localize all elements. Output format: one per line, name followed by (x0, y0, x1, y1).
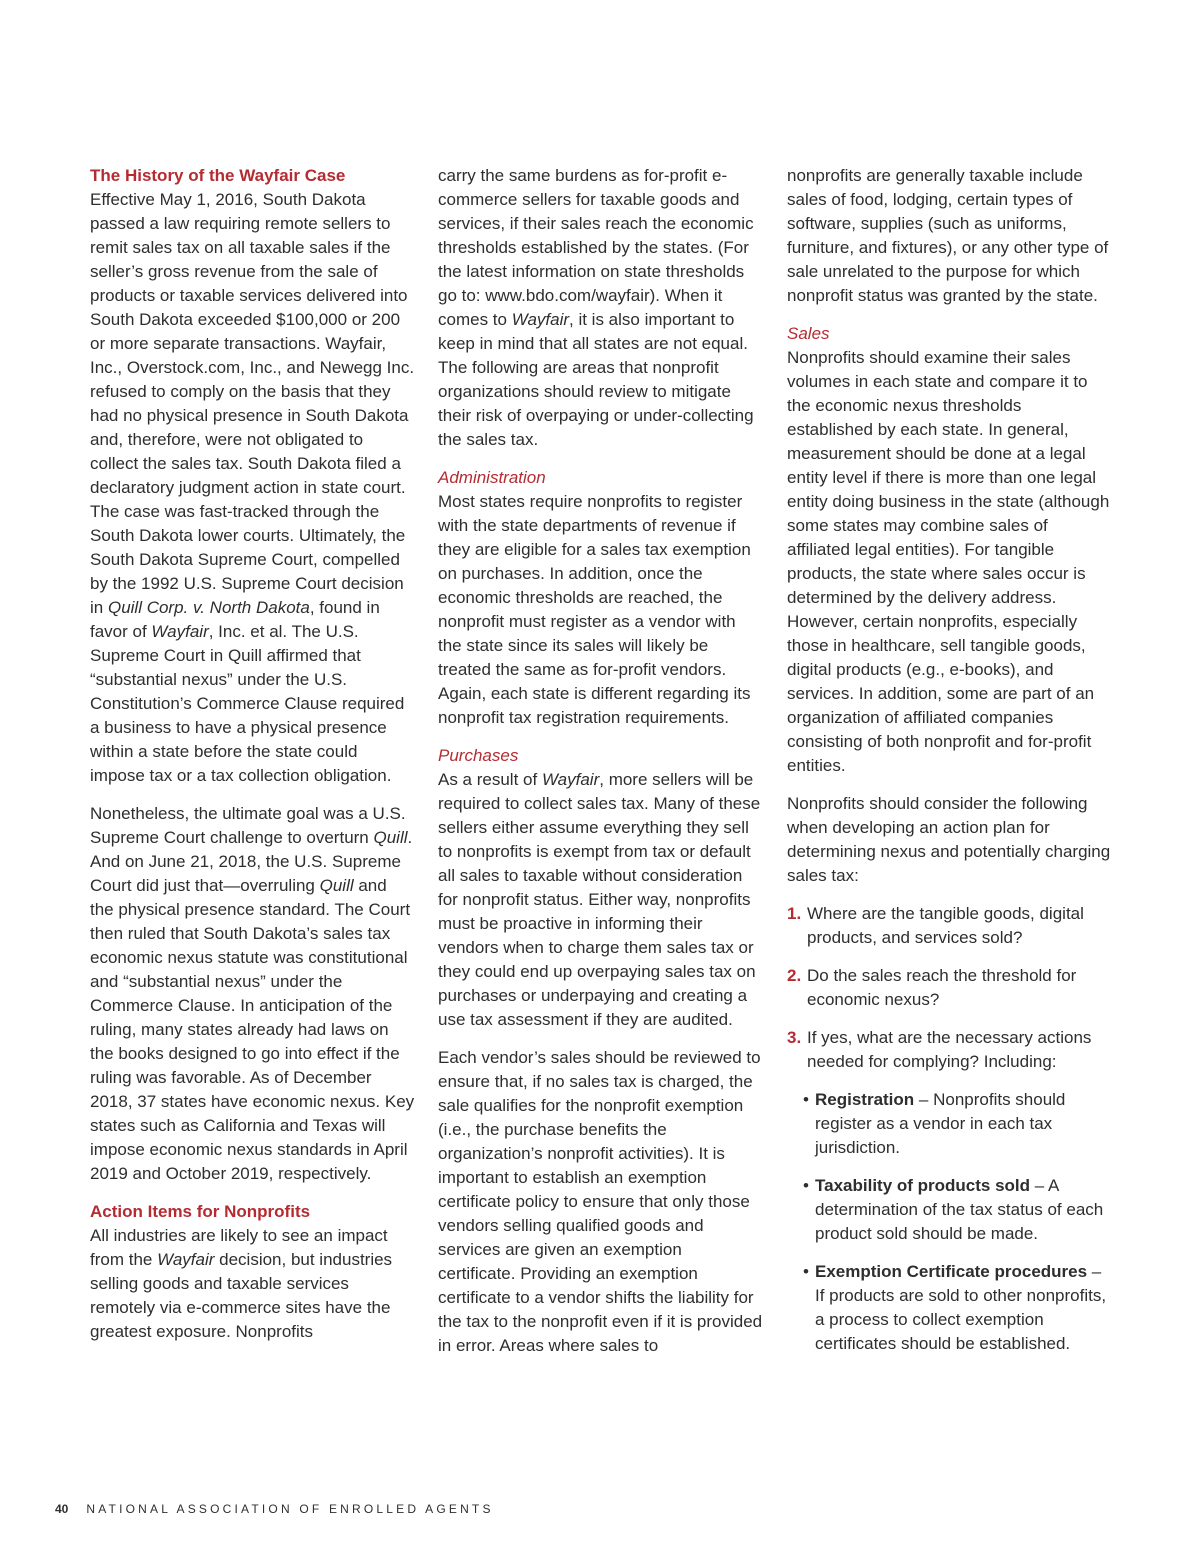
sales-paragraph: Nonprofits should examine their sales volumes in each state and compare it to the economic nexus thresholds established by each state. In general, measurement should be done at a legal entity level if there is more than one legal entity doing business in the state (although some states may combine sales of affiliated legal entities). For tangible products, the state where sales occur is determined by the delivery address. However, certain nonprofits, especially those in healthcare, sell tangible goods, digital products (e.g., e-books), and services. In addition, some are part of an organization of affiliated companies consisting of both nonprofit and for-profit entities. (787, 348, 1110, 775)
page-number: 40 (55, 1502, 69, 1516)
publication-name: NATIONAL ASSOCIATION OF ENROLLED AGENTS (86, 1502, 494, 1516)
section-heading-action-items: Action Items for Nonprofits (90, 1202, 311, 1221)
history-paragraph-2: Nonetheless, the ultimate goal was a U.S. Supreme Court challenge to overturn Quill. And on June 21, 2018, the U.S. Supreme Court did just that—overruling Quill and the physical presence standard. The Court then ruled that South Dakota’s sales tax economic nexus statute was constitutional and “substantial nexus” under the Commerce Clause. In anticipation of the ruling, many states already had laws on the books designed to go into effect if the ruling was favorable. As of December 2018, 37 states have economic nexus. Key states such as California and Texas will impose economic nexus standards in April 2019 and October 2019, respectively. (90, 804, 415, 1183)
item-text: Do the sales reach the threshold for economic nexus? (807, 966, 1077, 1009)
item-number: 2. (787, 966, 802, 985)
bullet-item (787, 1260, 1112, 1356)
vendor-sales-paragraph: Each vendor’s sales should be reviewed to ensure that, if no sales tax is charged, the sale qualifies for the nonprofit exemption (i.e., the purchase benefits the organization’s nonprofit activities). It is important to establish an exemption certificate policy to ensure that only those vendors selling qualified goods and services are given an exemption certificate. Providing an exemption certificate to a vendor shifts the liability for the tax to the nonprofit even if it is provided in error. Areas where sales to (438, 1048, 763, 1355)
bullet-item (787, 1174, 1112, 1246)
column-3 (787, 164, 1112, 1370)
numbered-item (787, 964, 1112, 1012)
item-number: 3. (787, 1028, 802, 1047)
page-footer (55, 1502, 494, 1516)
action-items-paragraph: All industries are likely to see an impact from the Wayfair decision, but industries selling goods and taxable services remotely via e-commerce sites have the greatest exposure. Nonprofits (90, 1226, 393, 1341)
bullet-dot: • (803, 1176, 809, 1195)
administration-paragraph: Most states require nonprofits to register with the state departments of revenue if they are eligible for a sales tax exemption on purchases. In addition, once the economic thresholds are reached, the nonprofit must register as a vendor with the state since its sales will likely be treated the same as for-profit vendors. Again, each state is different regarding its nonprofit tax registration requirements. (438, 492, 751, 727)
numbered-item (787, 1026, 1112, 1074)
subheading-sales: Sales (787, 324, 830, 343)
subheading-purchases: Purchases (438, 746, 519, 765)
bullet-text: – Nonprofits should register as a vendor in each tax jurisdiction. (815, 1090, 1066, 1157)
bullet-term: Taxability of products sold (815, 1176, 1031, 1195)
bullet-text: – If products are sold to other nonprofits, a process to collect exemption certificates should be established. (815, 1262, 1107, 1353)
bullet-dot: • (803, 1262, 809, 1281)
column-1 (90, 164, 415, 1358)
burdens-paragraph: carry the same burdens as for-profit e-commerce sellers for taxable goods and services, if their sales reach the economic thresholds established by the states. (For the latest information on state thresholds go to: www.bdo.com/wayfair). When it comes to Wayfair, it is also important to keep in mind that all states are not equal. The following are areas that nonprofit organizations should review to mitigate their risk of overpaying or under-collecting the sales tax. (438, 166, 754, 449)
item-number: 1. (787, 904, 802, 923)
bullet-term: Registration (815, 1090, 915, 1109)
purchases-paragraph: As a result of Wayfair, more sellers will be required to collect sales tax. Many of these sellers either assume everything they sell to nonprofits is exempt from tax or default all sales to taxable without consideration for nonprofit status. Either way, nonprofits must be proactive in informing their vendors when to charge them sales tax or they could end up overpaying sales tax on purchases or underpaying and creating a use tax assessment if they are audited. (438, 770, 761, 1029)
section-heading-history: The History of the Wayfair Case (90, 166, 346, 185)
numbered-item (787, 902, 1112, 950)
item-text: If yes, what are the necessary actions needed for complying? Including: (807, 1028, 1092, 1071)
bullet-item (787, 1088, 1112, 1160)
column-2 (438, 164, 763, 1372)
taxable-sales-paragraph: nonprofits are generally taxable include sales of food, lodging, certain types of software, supplies (such as uniforms, furniture, and fixtures), or any other type of sale unrelated to the purpose for which nonprofit status was granted by the state. (787, 166, 1109, 305)
bullet-dot: • (803, 1090, 809, 1109)
consider-paragraph: Nonprofits should consider the following when developing an action plan for determining nexus and potentially charging sales tax: (787, 794, 1111, 885)
bullet-term: Exemption Certificate procedures (815, 1262, 1088, 1281)
history-paragraph-1: Effective May 1, 2016, South Dakota passed a law requiring remote sellers to remit sales tax on all taxable sales if the seller’s gross revenue from the sale of products or taxable services delivered into South Dakota exceeded $100,000 or 200 or more separate transactions. Wayfair, Inc., Overstock.com, Inc., and Newegg Inc. refused to comply on the basis that they had no physical presence in South Dakota and, therefore, were not obligated to collect the sales tax. South Dakota filed a declaratory judgment action in state court. The case was fast-tracked through the South Dakota lower courts. Ultimately, the South Dakota Supreme Court, compelled by the 1992 U.S. Supreme Court decision in Quill Corp. v. North Dakota, found in favor of Wayfair, Inc. et al. The U.S. Supreme Court in Quill affirmed that “substantial nexus” under the U.S. Constitution’s Commerce Clause required a business to have a physical presence within a state before the state could impose tax or a tax collection obligation. (90, 190, 415, 785)
item-text: Where are the tangible goods, digital products, and services sold? (807, 904, 1084, 947)
subheading-administration: Administration (438, 468, 546, 487)
bullet-text: – A determination of the tax status of each product sold should be made. (815, 1176, 1104, 1243)
